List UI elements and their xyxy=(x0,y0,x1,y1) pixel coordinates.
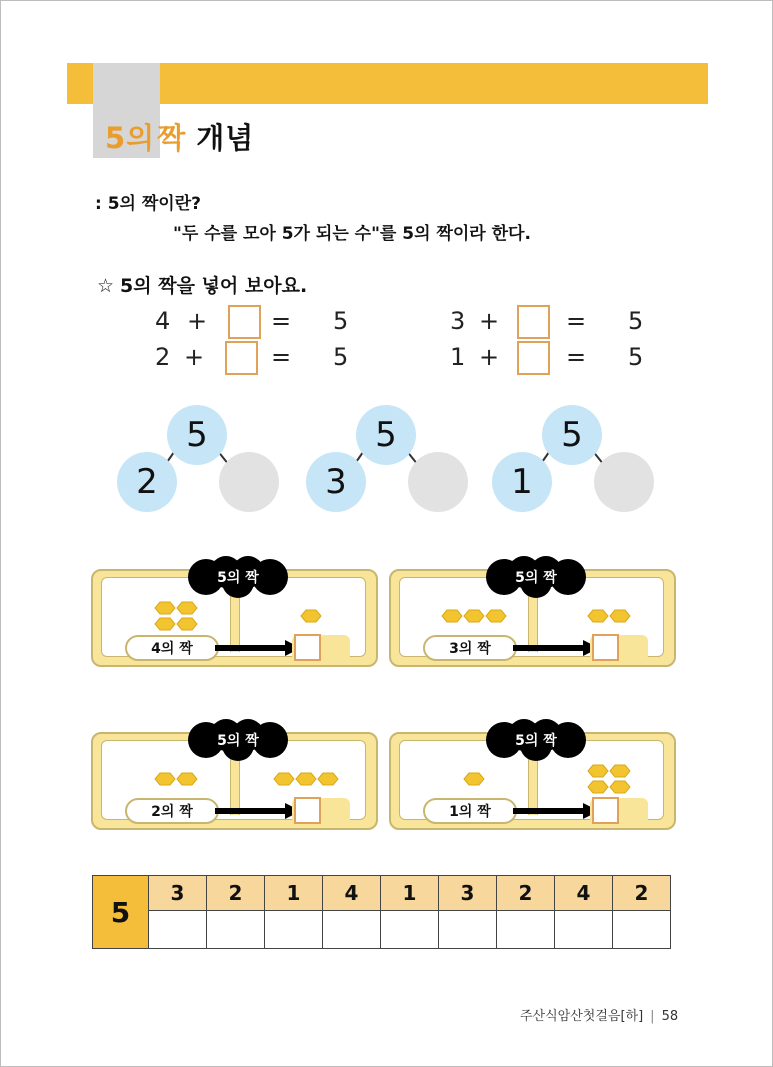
table-value-cell: 2 xyxy=(207,876,265,911)
answer-box[interactable] xyxy=(225,341,258,375)
abacus-bead xyxy=(155,773,175,785)
definition-question: : 5의 짝이란? xyxy=(95,194,202,214)
right-beads xyxy=(266,763,346,801)
equals-sign: = xyxy=(271,307,292,335)
answer-box[interactable] xyxy=(592,634,619,661)
table-header-cell: 5 xyxy=(93,876,149,949)
equation-addend: 1 xyxy=(450,343,466,371)
star-icon: ☆ xyxy=(97,275,115,297)
pair-label: 4의 짝 xyxy=(125,635,219,661)
bond-top-circle: 5 xyxy=(167,405,227,465)
abacus-bead xyxy=(155,618,175,630)
table-value-cell: 2 xyxy=(497,876,555,911)
footer xyxy=(520,1005,678,1024)
plus-sign: + xyxy=(479,307,500,335)
abacus-bead xyxy=(486,610,506,622)
abacus-bead xyxy=(301,610,321,622)
abacus-bead xyxy=(274,773,294,785)
abacus-bead xyxy=(177,618,197,630)
abacus-bead xyxy=(610,610,630,622)
abacus-panel-4 xyxy=(389,719,676,833)
left-beads xyxy=(429,600,519,638)
abacus-panel-1 xyxy=(91,556,378,670)
header-bar xyxy=(67,63,708,104)
right-beads xyxy=(276,600,346,638)
activity-heading xyxy=(97,271,307,298)
equation-1 xyxy=(155,305,355,341)
plus-sign: + xyxy=(187,307,208,335)
table-value-cell: 4 xyxy=(555,876,613,911)
abacus-bead xyxy=(610,781,630,793)
abacus-bead xyxy=(588,765,608,777)
table-answer-cell[interactable] xyxy=(555,911,613,949)
bond-empty-circle[interactable] xyxy=(594,452,654,512)
title-part-2: 짝 xyxy=(157,121,187,155)
abacus-bead xyxy=(588,610,608,622)
panel-title: 5의 짝 xyxy=(217,570,259,586)
table-value-cell: 1 xyxy=(381,876,439,911)
panel-title: 5의 짝 xyxy=(515,570,557,586)
page-title xyxy=(105,116,254,157)
arrow-right-icon xyxy=(513,803,599,819)
table-value-cell: 3 xyxy=(439,876,497,911)
table-answer-cell[interactable] xyxy=(207,911,265,949)
arrow-right-icon xyxy=(513,640,599,656)
abacus-bead xyxy=(588,781,608,793)
table-answer-cell[interactable] xyxy=(323,911,381,949)
abacus-panel-3 xyxy=(91,719,378,833)
bond-left-circle: 2 xyxy=(117,452,177,512)
equals-sign: = xyxy=(271,343,292,371)
answer-box[interactable] xyxy=(294,797,321,824)
equation-2 xyxy=(450,305,650,341)
plus-sign: + xyxy=(479,343,500,371)
abacus-bead xyxy=(296,773,316,785)
table-value-cell: 4 xyxy=(323,876,381,911)
equation-addend: 2 xyxy=(155,343,171,371)
bond-top-circle: 5 xyxy=(542,405,602,465)
abacus-bead xyxy=(442,610,462,622)
activity-label: 5의 짝을 넣어 보아요. xyxy=(120,275,308,297)
abacus-bead xyxy=(464,773,484,785)
equation-result: 5 xyxy=(333,343,349,371)
abacus-bead xyxy=(177,773,197,785)
footer-separator: | xyxy=(650,1009,655,1024)
answer-box[interactable] xyxy=(228,305,261,339)
abacus-bead xyxy=(610,765,630,777)
practice-table xyxy=(92,875,671,949)
panel-title: 5의 짝 xyxy=(515,733,557,749)
answer-box[interactable] xyxy=(517,305,550,339)
arrow-right-icon xyxy=(215,640,301,656)
abacus-bead xyxy=(177,602,197,614)
equals-sign: = xyxy=(566,307,587,335)
equals-sign: = xyxy=(566,343,587,371)
pair-label: 1의 짝 xyxy=(423,798,517,824)
table-answer-cell[interactable] xyxy=(265,911,323,949)
right-beads xyxy=(574,600,644,638)
bond-top-circle: 5 xyxy=(356,405,416,465)
equation-addend: 4 xyxy=(155,307,171,335)
bond-empty-circle[interactable] xyxy=(408,452,468,512)
abacus-bead xyxy=(464,610,484,622)
plus-sign: + xyxy=(184,343,205,371)
table-answer-cell[interactable] xyxy=(497,911,555,949)
number-bond-1 xyxy=(117,405,282,515)
title-part-3: 개념 xyxy=(196,121,255,155)
definition-answer: "두 수를 모아 5가 되는 수"를 5의 짝이라 한다. xyxy=(173,224,531,244)
equation-3 xyxy=(155,341,355,377)
table-answer-cell[interactable] xyxy=(439,911,497,949)
equation-4 xyxy=(450,341,650,377)
right-beads xyxy=(574,763,644,801)
panel-title: 5의 짝 xyxy=(217,733,259,749)
title-part-1: 5의 xyxy=(105,121,156,155)
page-number: 58 xyxy=(661,1009,679,1024)
abacus-bead xyxy=(155,602,175,614)
equation-addend: 3 xyxy=(450,307,466,335)
answer-box[interactable] xyxy=(592,797,619,824)
equation-result: 5 xyxy=(628,343,644,371)
table-value-cell: 1 xyxy=(265,876,323,911)
number-bond-3 xyxy=(492,405,657,515)
bond-empty-circle[interactable] xyxy=(219,452,279,512)
answer-box[interactable] xyxy=(294,634,321,661)
table-answer-cell[interactable] xyxy=(381,911,439,949)
equation-result: 5 xyxy=(628,307,644,335)
table-value-cell: 3 xyxy=(149,876,207,911)
left-beads xyxy=(429,763,519,801)
equation-result: 5 xyxy=(333,307,349,335)
left-beads xyxy=(131,600,221,638)
bond-left-circle: 3 xyxy=(306,452,366,512)
abacus-bead xyxy=(318,773,338,785)
table-value-cell: 2 xyxy=(613,876,671,911)
arrow-right-icon xyxy=(215,803,301,819)
table-answer-cell[interactable] xyxy=(613,911,671,949)
book-title: 주산식암산첫걸음[하] xyxy=(520,1009,644,1024)
pair-label: 2의 짝 xyxy=(125,798,219,824)
abacus-panel-2 xyxy=(389,556,676,670)
pair-label: 3의 짝 xyxy=(423,635,517,661)
table-answer-cell[interactable] xyxy=(149,911,207,949)
answer-box[interactable] xyxy=(517,341,550,375)
number-bond-2 xyxy=(306,405,471,515)
left-beads xyxy=(131,763,221,801)
bond-left-circle: 1 xyxy=(492,452,552,512)
